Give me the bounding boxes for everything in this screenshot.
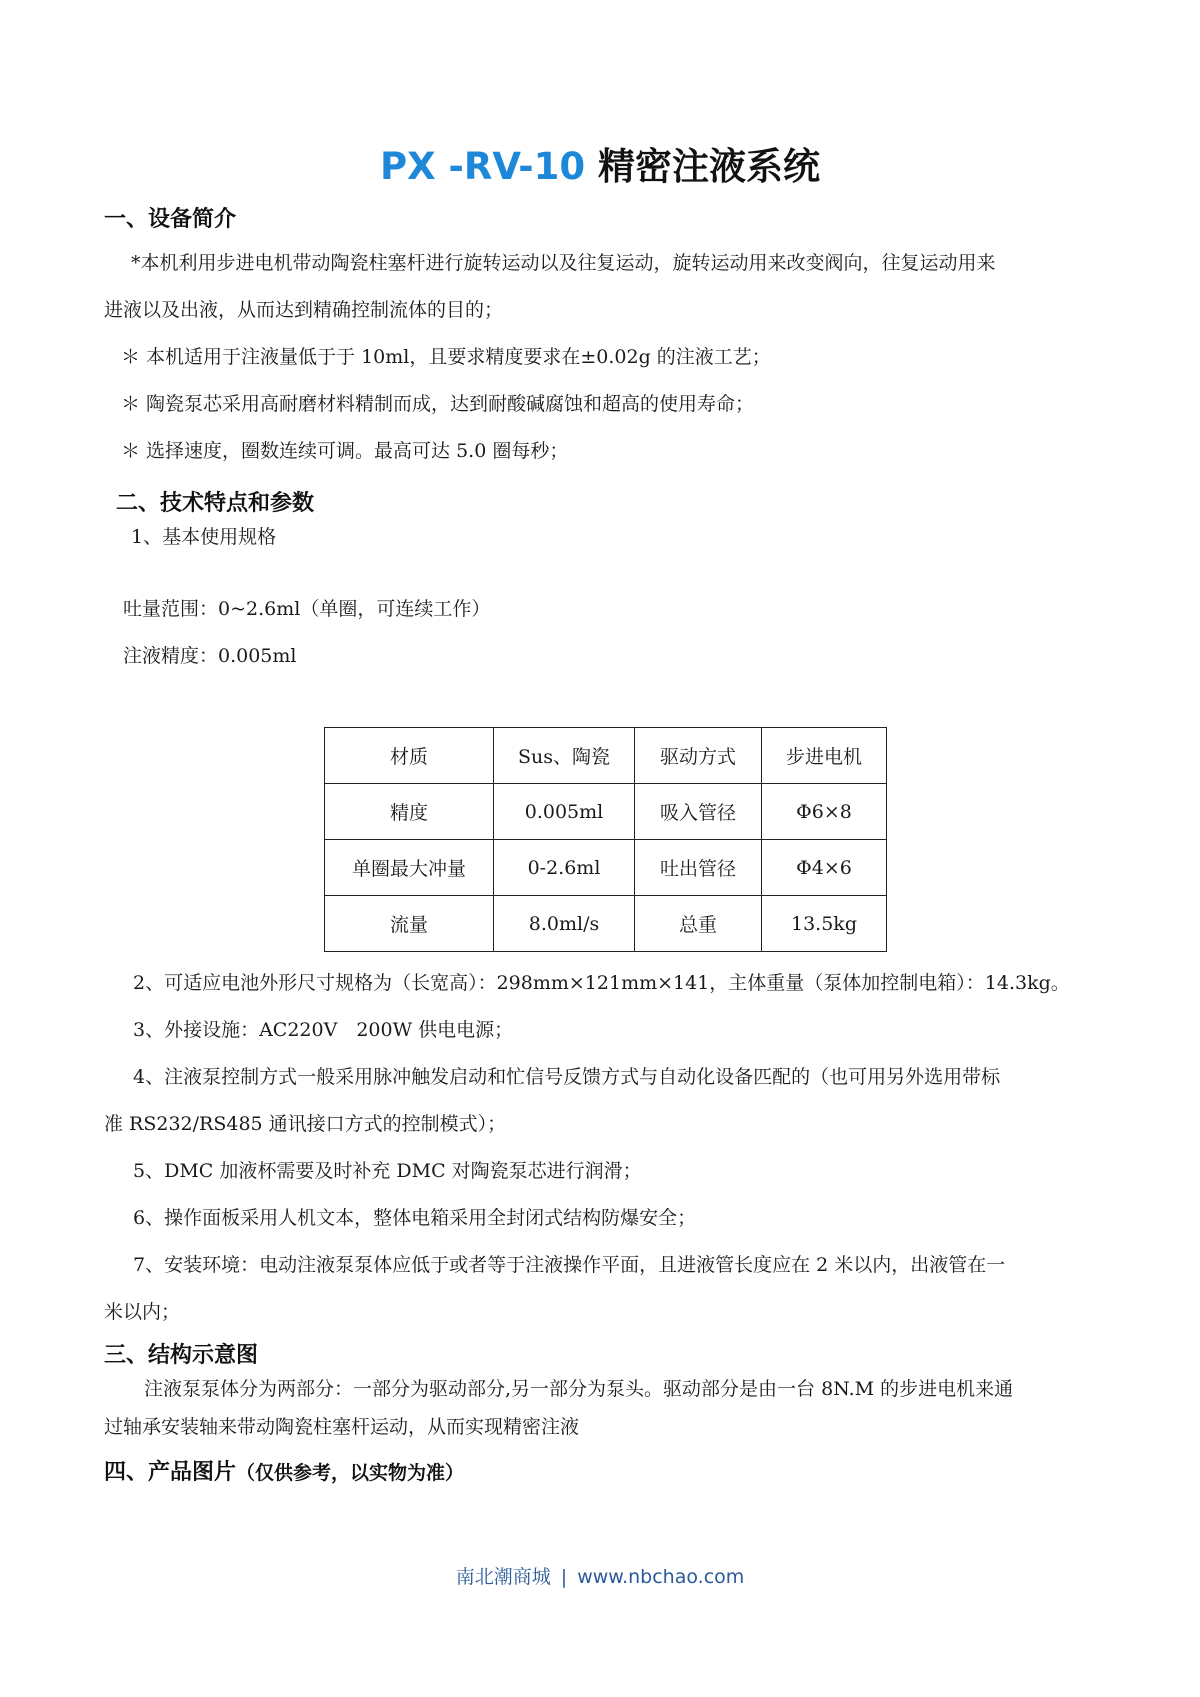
- table-cell: Φ6×8: [762, 784, 887, 840]
- table-cell: 驱动方式: [635, 728, 762, 784]
- table-cell: 0-2.6ml: [494, 840, 635, 896]
- section2-sub1: 1、基本使用规格: [131, 526, 277, 548]
- section1-intro-line2: 进液以及出液，从而达到精确控制流体的目的；: [104, 299, 504, 321]
- item-4-line1: 4、注液泵控制方式一般采用脉冲触发启动和忙信号反馈方式与自动化设备匹配的（也可用另外选用带标: [133, 1066, 1001, 1088]
- table-cell: 材质: [325, 728, 494, 784]
- title-model: PX -RV-10: [379, 145, 586, 188]
- table-cell: Sus、陶瓷: [494, 728, 635, 784]
- item-2: 2、可适应电池外形尺寸规格为（长宽高）：298mm×121mm×141，主体重量（泵体加控制电箱）：14.3kg。: [133, 972, 1070, 994]
- item-7-line2: 米以内；: [104, 1301, 181, 1323]
- table-cell: 精度: [325, 784, 494, 840]
- section1-intro-line1: *本机利用步进电机带动陶瓷柱塞杆进行旋转运动以及往复运动，旋转运动用来改变阀向，往复运动用来: [131, 252, 996, 274]
- page-footer: [0, 1562, 1200, 1589]
- table-cell: 总重: [635, 896, 762, 952]
- section1-bullet1: ＊ 本机适用于注液量低于于 10ml，且要求精度要求在±0.02g 的注液工艺；: [121, 346, 771, 368]
- table-cell: 单圈最大冲量: [325, 840, 494, 896]
- section1-bullet2: ＊ 陶瓷泵芯采用高耐磨材料精制而成，达到耐酸碱腐蚀和超高的使用寿命；: [121, 393, 755, 415]
- spec-range: 吐量范围：0~2.6ml（单圈，可连续工作）: [123, 598, 491, 620]
- item-4-line2: 准 RS232/RS485 通讯接口方式的控制模式）；: [104, 1113, 507, 1135]
- footer-separator: |: [560, 1566, 568, 1588]
- table-cell: 流量: [325, 896, 494, 952]
- table-cell: Φ4×6: [762, 840, 887, 896]
- section4-heading-text: 四、产品图片: [104, 1460, 237, 1485]
- section3-line1: 注液泵泵体分为两部分：一部分为驱动部分,另一部分为泵头。驱动部分是由一台 8N.M 的步进电机来通: [144, 1378, 1014, 1400]
- section4-heading: [104, 1455, 464, 1486]
- table-cell: 0.005ml: [494, 784, 635, 840]
- table-row: [325, 728, 887, 784]
- section2-heading: 二、技术特点和参数: [116, 491, 315, 516]
- document-title: [0, 136, 1200, 190]
- item-7-line1: 7、安装环境：电动注液泵泵体应低于或者等于注液操作平面，且进液管长度应在 2 米以内，出液管在一: [133, 1254, 1006, 1276]
- section4-note: （仅供参考，以实物为准）: [236, 1462, 465, 1484]
- table-cell: 吸入管径: [635, 784, 762, 840]
- section1-bullet3: ＊ 选择速度，圈数连续可调。最高可达 5.0 圈每秒；: [121, 440, 569, 462]
- table-row: [325, 896, 887, 952]
- item-6: 6、操作面板采用人机文本，整体电箱采用全封闭式结构防爆安全；: [133, 1207, 697, 1229]
- spec-precision: 注液精度：0.005ml: [123, 645, 297, 667]
- section3-heading: 三、结构示意图: [104, 1343, 259, 1368]
- table-cell: 8.0ml/s: [494, 896, 635, 952]
- section1-heading: 一、设备简介: [104, 207, 237, 232]
- title-name: 精密注液系统: [598, 145, 821, 188]
- item-3: 3、外接设施：AC220V 200W 供电电源；: [133, 1019, 514, 1041]
- footer-site-name: 南北潮商城: [455, 1566, 551, 1588]
- section3-line2: 过轴承安装轴来带动陶瓷柱塞杆运动，从而实现精密注液: [104, 1416, 580, 1438]
- spec-table: [324, 727, 887, 952]
- table-cell: 步进电机: [762, 728, 887, 784]
- footer-url[interactable]: www.nbchao.com: [577, 1566, 745, 1588]
- table-cell: 13.5kg: [762, 896, 887, 952]
- table-row: [325, 840, 887, 896]
- table-cell: 吐出管径: [635, 840, 762, 896]
- item-5: 5、DMC 加液杯需要及时补充 DMC 对陶瓷泵芯进行润滑；: [133, 1160, 642, 1182]
- table-row: [325, 784, 887, 840]
